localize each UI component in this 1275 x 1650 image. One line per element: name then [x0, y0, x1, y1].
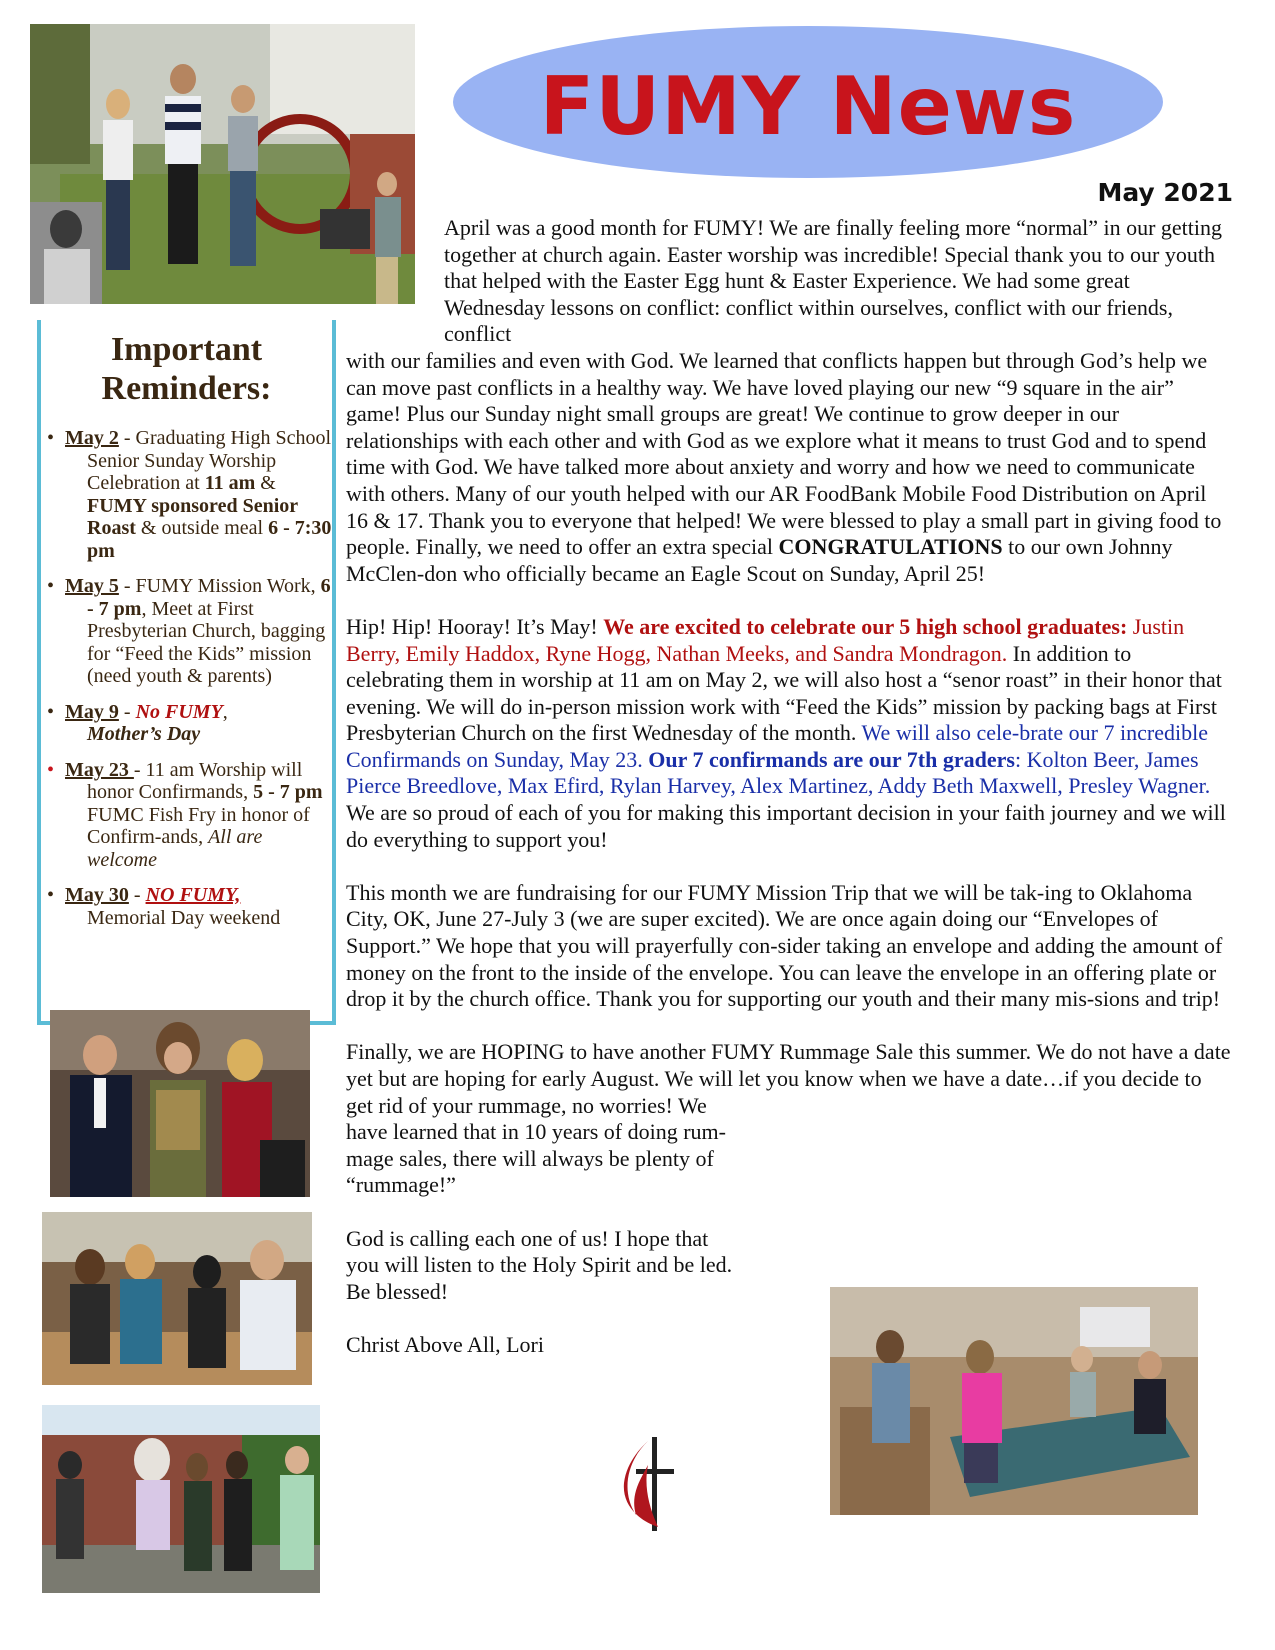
cross-and-flame-logo — [618, 1435, 676, 1533]
easter-group-photo — [42, 1405, 320, 1593]
article-paragraph: Finally, we are HOPING to have another FUMY Rummage Sale this summer. We do not have a date yet but are hoping for early August. We will let you know when we have a date…if you decide to get rid of your rummage, no worries! We have learned that in 10 years of doing rum- mage sales, there will always be plenty of “rummage!” — [346, 1039, 1231, 1198]
reminder-item: • May 2 - Graduating High School Senior Sunday Worship Celebration at 11 am & FUMY sponsored Senior Roast & outside meal 6 - 7:30 pm — [47, 427, 332, 562]
eagle-scout-photo — [50, 1010, 310, 1197]
reminder-item: • May 5 - FUMY Mission Work, 6 - 7 pm, Meet at First Presbyterian Church, bagging for “Feed the Kids” mission (need youth & parents) — [47, 575, 332, 688]
article-paragraph: with our families and even with God. We learned that conflicts happen but through God’s help we can move past conflicts in a healthy way. We have loved playing our new “9 square in the air” game! Plus our Sunday night small groups are great! We continue to grow deeper in our relationships with each other and with God as we explore what it means to trust God and to spend time with God. We have talked more about anxiety and worry and how we need to communicate with others. Many of our youth helped with our AR FoodBank Mobile Food Distribution on April 16 & 17. Thank you to everyone that helped! We were blessed to play a small part in giving food to people. Finally, we need to offer an extra special CONGRATULATIONS to our own Johnny McClen-don who officially became an Eagle Scout on Sunday, April 25! — [346, 347, 1222, 586]
newsletter-title: FUMY News — [539, 59, 1077, 153]
article-body — [346, 215, 1231, 1359]
article-paragraph: God is calling each one of us! I hope that you will listen to the Holy Spirit and be led. Be blessed! — [346, 1225, 733, 1304]
article-paragraph: Hip! Hip! Hooray! It’s May! We are excited to celebrate our 5 high school graduates: Justin Berry, Emily Haddox, Ryne Hogg, Nathan Meeks, and Sandra Mondragon. In addition to celebrating them in worship at 11 am on May 2, we will also host a “senor roast” in their honor that evening. We will do in-person mission work with “Feed the Kids” mission by packing bags at First Presbyterian Church on the first Wednesday of the month. We will also cele-brate our 7 incredible Confirmands on Sunday, May 23. Our 7 confirmands are our 7th graders: Kolton Beer, James Pierce Breedlove, Max Efird, Rylan Harvey, Alex Martinez, Addy Beth Maxwell, Presley Wagner. We are so proud of each of you for making this important decision in your faith journey and we will do everything to support you! — [346, 613, 1226, 852]
reminder-date: May 2 — [65, 427, 119, 449]
reminders-list — [47, 427, 332, 942]
article-paragraph: This month we are fundraising for our FUMY Mission Trip that we will be tak-ing to Oklahoma City, OK, June 27-July 3 (we are super excited). We are once again doing our “Envelopes of Support.” We hope that you will prayerfully con-sider taking an envelope and adding the amount of money on the front to the inside of the envelope. You can leave the envelope in an offering plate or drop it by the church office. Thank you for supporting our youth and their many mis-sions and trip! — [346, 879, 1223, 1012]
reminders-heading-line2: Reminders: — [101, 370, 272, 407]
reminder-item: • May 30 - NO FUMY, Memorial Day weekend — [47, 884, 332, 929]
reminders-heading — [37, 330, 336, 408]
signoff: Christ Above All, Lori — [346, 1331, 544, 1357]
reminder-item: • May 9 - No FUMY, Mother’s Day — [47, 701, 332, 746]
reminder-date: May 30 — [65, 884, 129, 906]
group-photo-indoor — [42, 1212, 312, 1385]
ping-pong-photo — [830, 1287, 1198, 1515]
issue-date: May 2021 — [1097, 178, 1233, 207]
article-paragraph: April was a good month for FUMY! We are finally feeling more “normal” in our getting together at church again. Easter worship was incredible! Special thank you to our youth that helped with the Easter Egg hunt & Easter Experience. We had some great Wednesday lessons on conflict: conflict within ourselves, conflict with our friends, conflict — [444, 215, 1223, 347]
reminder-date: May 9 — [65, 700, 119, 723]
reminder-item: • May 23 - 11 am Worship will honor Confirmands, 5 - 7 pm FUMC Fish Fry in honor of Confirm-ands, All are welcome — [47, 759, 332, 872]
reminder-date: May 23 — [65, 758, 134, 781]
reminder-date: May 5 — [65, 575, 119, 597]
reminders-heading-line1: Important — [110, 331, 263, 368]
